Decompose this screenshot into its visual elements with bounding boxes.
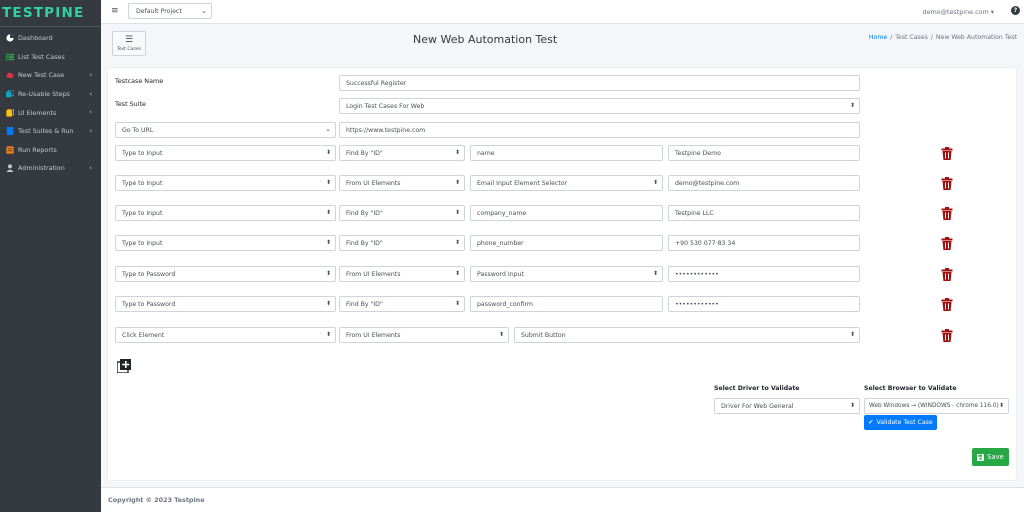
user-icon bbox=[5, 164, 14, 173]
sort-icon: ⬍ bbox=[454, 209, 460, 216]
sort-icon: ⬍ bbox=[325, 149, 331, 156]
step-element-value: Password Input bbox=[477, 270, 524, 278]
sort-icon: ⬍ bbox=[454, 270, 460, 277]
step-locator-value: Find By "ID" bbox=[346, 209, 383, 217]
test-suite-label: Test Suite bbox=[115, 100, 146, 108]
driver-value: Driver For Web General bbox=[721, 402, 794, 410]
breadcrumb-home[interactable]: Home bbox=[868, 34, 888, 41]
test-cases-button[interactable] bbox=[112, 31, 146, 56]
sort-icon: ⬍ bbox=[325, 270, 331, 277]
sidebar-item-administration[interactable] bbox=[0, 159, 101, 178]
step-action-value: Type to Input bbox=[122, 209, 163, 217]
driver-label: Select Driver to Validate bbox=[714, 385, 800, 392]
dashboard-icon bbox=[5, 34, 14, 43]
trash-icon[interactable] bbox=[941, 237, 953, 250]
trash-icon[interactable] bbox=[941, 177, 953, 190]
sort-icon: ⬍ bbox=[454, 179, 460, 186]
sort-icon: ⬍ bbox=[652, 270, 658, 277]
sidebar bbox=[0, 0, 101, 512]
save-button[interactable] bbox=[972, 448, 1009, 466]
project-select-value: Default Project bbox=[136, 7, 182, 15]
step-action-select[interactable] bbox=[115, 296, 336, 312]
step-password-input[interactable]: •••••••••••• bbox=[668, 296, 860, 312]
step-target-input[interactable]: phone_number bbox=[470, 235, 663, 251]
chevron-left-icon: ‹ bbox=[89, 71, 92, 80]
step-element-select[interactable] bbox=[470, 266, 663, 282]
report-icon bbox=[5, 145, 14, 154]
sidebar-nav bbox=[0, 27, 101, 178]
sidebar-item-label: Dashboard bbox=[18, 34, 53, 43]
sidebar-item-label: Run Reports bbox=[18, 145, 57, 154]
sidebar-item-dashboard[interactable] bbox=[0, 29, 101, 48]
test-suite-value: Login Test Cases For Web bbox=[346, 102, 425, 110]
sidebar-item-label: UI Elements bbox=[18, 108, 57, 117]
test-suite-select[interactable] bbox=[339, 98, 860, 114]
step-action-value: Type to Input bbox=[122, 179, 163, 187]
check-icon: ✔ bbox=[868, 419, 874, 426]
hamburger-menu-icon[interactable]: ≡ bbox=[111, 6, 119, 16]
sidebar-item-label: List Test Cases bbox=[18, 52, 65, 61]
trash-icon[interactable] bbox=[941, 207, 953, 220]
step-locator-value: Find By "ID" bbox=[346, 300, 383, 308]
sidebar-item-new-test-case[interactable] bbox=[0, 66, 101, 85]
trash-icon[interactable] bbox=[941, 298, 953, 311]
sort-icon: ⬍ bbox=[849, 331, 855, 338]
browser-select[interactable] bbox=[864, 398, 1009, 414]
save-button-label: Save bbox=[987, 453, 1004, 461]
copyright-text: Copyright © 2023 Testpine bbox=[108, 496, 205, 504]
book-icon bbox=[5, 127, 14, 136]
testcase-name-input[interactable]: Successful Register bbox=[339, 75, 860, 91]
footer bbox=[101, 487, 1024, 512]
list-icon bbox=[5, 52, 14, 61]
sidebar-item-list-test-cases[interactable] bbox=[0, 48, 101, 67]
step-action-select[interactable] bbox=[115, 205, 336, 221]
validate-button-label: Validate Test Case bbox=[876, 419, 933, 426]
step-locator-value: From UI Elements bbox=[346, 331, 401, 339]
help-icon[interactable]: ? bbox=[1011, 6, 1020, 15]
step-locator-value: Find By "ID" bbox=[346, 149, 383, 157]
step-locator-select[interactable] bbox=[339, 205, 465, 221]
sort-icon: ⬍ bbox=[498, 331, 504, 338]
sidebar-item-test-suites-run[interactable] bbox=[0, 122, 101, 141]
url-action-value: Go To URL bbox=[122, 126, 154, 134]
sort-icon: ⬍ bbox=[325, 209, 331, 216]
brand-logo[interactable]: TESTPINE bbox=[0, 0, 101, 27]
url-input[interactable]: https://www.testpine.com bbox=[339, 122, 860, 138]
sidebar-item-label: New Test Case bbox=[18, 71, 65, 80]
chevron-down-icon: ⌄ bbox=[201, 7, 207, 15]
project-select[interactable] bbox=[128, 3, 212, 19]
sidebar-item-label: Re-Usable Steps bbox=[18, 90, 70, 99]
step-action-select[interactable] bbox=[115, 266, 336, 282]
chevron-down-icon: ⌄ bbox=[325, 125, 331, 133]
user-menu[interactable]: demo@testpine.com ▾ bbox=[922, 8, 994, 16]
sidebar-item-label: Administration bbox=[18, 164, 65, 173]
step-element-select[interactable] bbox=[514, 327, 860, 343]
step-target-input[interactable]: password_confirm bbox=[470, 296, 663, 312]
floppy-icon bbox=[977, 454, 984, 461]
sort-icon: ⬍ bbox=[849, 402, 855, 409]
step-target-input[interactable]: company_name bbox=[470, 205, 663, 221]
sort-icon: ⬍ bbox=[454, 300, 460, 307]
sort-icon: ⬍ bbox=[849, 102, 855, 109]
list-icon: ☰ bbox=[124, 34, 134, 45]
folder-icon bbox=[5, 108, 14, 117]
step-value-input[interactable]: Testpine LLC bbox=[668, 205, 860, 221]
page-title: New Web Automation Test bbox=[413, 33, 558, 46]
step-locator-select[interactable] bbox=[339, 145, 465, 161]
step-locator-select[interactable] bbox=[339, 235, 465, 251]
step-password-input[interactable]: •••••••••••• bbox=[668, 266, 860, 282]
step-action-value: Type to Input bbox=[122, 149, 163, 157]
step-locator-value: Find By "ID" bbox=[346, 239, 383, 247]
trash-icon[interactable] bbox=[941, 147, 953, 160]
step-action-value: Type to Password bbox=[122, 300, 176, 308]
sort-icon: ⬍ bbox=[325, 179, 331, 186]
step-action-select[interactable] bbox=[115, 327, 336, 343]
chevron-left-icon: ‹ bbox=[89, 164, 92, 173]
step-element-value: Email Input Element Selector bbox=[477, 179, 568, 187]
step-element-select[interactable] bbox=[470, 175, 663, 191]
validate-test-case-button[interactable] bbox=[864, 415, 937, 430]
sort-icon: ⬍ bbox=[998, 402, 1004, 409]
step-locator-value: From UI Elements bbox=[346, 179, 401, 187]
sidebar-item-ui-elements[interactable] bbox=[0, 103, 101, 122]
step-action-value: Type to Input bbox=[122, 239, 163, 247]
trash-icon[interactable] bbox=[941, 268, 953, 281]
step-action-select[interactable] bbox=[115, 235, 336, 251]
add-step-icon[interactable] bbox=[117, 359, 131, 373]
step-locator-select[interactable] bbox=[339, 296, 465, 312]
step-action-value: Type to Password bbox=[122, 270, 176, 278]
sort-icon: ⬍ bbox=[325, 300, 331, 307]
sort-icon: ⬍ bbox=[454, 239, 460, 246]
breadcrumb-section[interactable]: Test Cases bbox=[895, 34, 928, 41]
sort-icon: ⬍ bbox=[325, 331, 331, 338]
sort-icon: ⬍ bbox=[325, 239, 331, 246]
top-navbar bbox=[101, 0, 1024, 24]
browser-label: Select Browser to Validate bbox=[864, 385, 957, 392]
chevron-left-icon: ‹ bbox=[89, 89, 92, 98]
step-locator-select[interactable] bbox=[339, 175, 465, 191]
test-cases-button-label: Test Cases bbox=[116, 46, 142, 52]
sort-icon: ⬍ bbox=[652, 179, 658, 186]
breadcrumb-current: New Web Automation Test bbox=[935, 34, 1017, 41]
sidebar-item-reusable-steps[interactable] bbox=[0, 85, 101, 104]
browser-value: Web Windows → (WINDOWS - chrome 116.0) bbox=[869, 403, 999, 409]
step-locator-value: From UI Elements bbox=[346, 270, 401, 278]
chevron-left-icon: ‹ bbox=[89, 108, 92, 117]
step-element-value: Submit Button bbox=[521, 331, 566, 339]
chevron-left-icon: ‹ bbox=[89, 126, 92, 135]
breadcrumb: Home / Test Cases / New Web Automation Test bbox=[868, 34, 1017, 41]
step-value-input[interactable]: Testpine Demo bbox=[668, 145, 860, 161]
sort-icon: ⬍ bbox=[454, 149, 460, 156]
step-value-input[interactable]: demo@testpine.com bbox=[668, 175, 860, 191]
trash-icon[interactable] bbox=[941, 329, 953, 342]
step-locator-select[interactable] bbox=[339, 266, 465, 282]
sidebar-item-label: Test Suites & Run bbox=[18, 127, 74, 136]
step-target-input[interactable]: name bbox=[470, 145, 663, 161]
url-action-select[interactable] bbox=[115, 122, 336, 138]
step-locator-select[interactable] bbox=[339, 327, 509, 343]
driver-select[interactable] bbox=[714, 398, 860, 414]
step-action-select[interactable] bbox=[115, 145, 336, 161]
sidebar-item-run-reports[interactable] bbox=[0, 141, 101, 160]
step-action-select[interactable] bbox=[115, 175, 336, 191]
layers-icon bbox=[5, 90, 14, 99]
step-action-value: Click Element bbox=[122, 331, 165, 339]
step-value-input[interactable]: +90 530 077 83 34 bbox=[668, 235, 860, 251]
user-email: demo@testpine.com bbox=[922, 8, 989, 16]
cloud-icon bbox=[5, 71, 14, 80]
testcase-name-label: Testcase Name bbox=[115, 77, 164, 85]
